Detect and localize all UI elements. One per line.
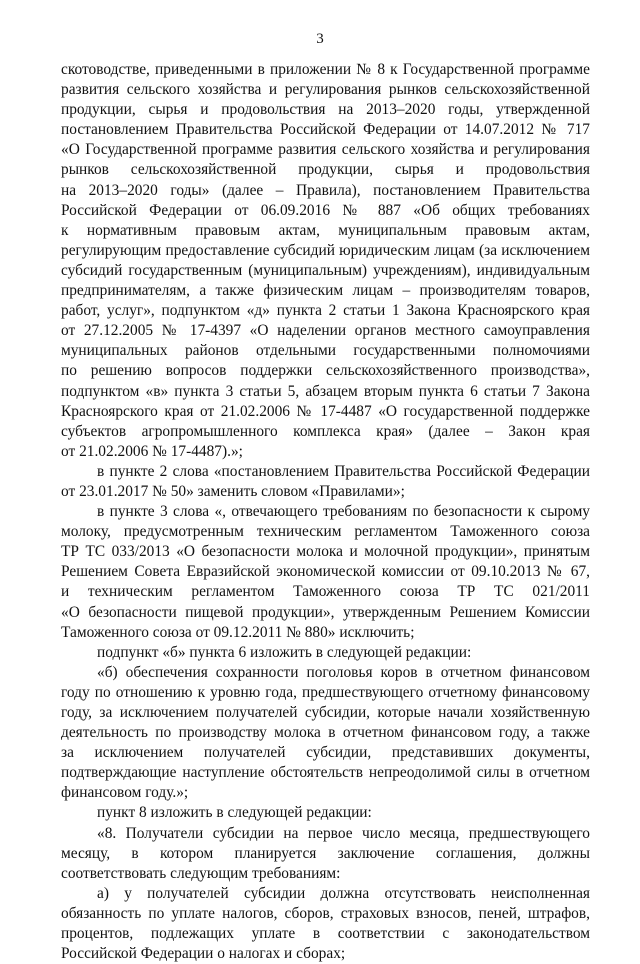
text-line: продукции, сырья и продовольствия на 2013–2020 годы, утвержденной	[61, 101, 590, 119]
text-line: молоку, предусмотренным техническим регламентом Таможенного союза	[61, 523, 590, 541]
text-line: ТР ТС 033/2013 «О безопасности молока и молочной продукции», принятым	[61, 543, 590, 561]
text-line: году по отношению к уровню года, предшествующего отчетному финансовому	[61, 683, 590, 701]
text-line: «8. Получатели субсидии на первое число месяца, предшествующего	[97, 824, 590, 842]
text-line: месяцу, в котором планируется заключение соглашения, должны	[61, 844, 590, 862]
text-line: по решению вопросов поддержки сельскохозяйственного производства»,	[61, 362, 590, 380]
text-line: подпункт «б» пункта 6 изложить в следующей редакции:	[97, 643, 472, 661]
text-line: рынков сельскохозяйственной продукции, сырья и продовольствия	[61, 161, 590, 179]
text-line: обязанность по уплате налогов, сборов, страховых взносов, пеней, штрафов,	[61, 904, 590, 922]
text-line: в пункте 3 слова «, отвечающего требованиям по безопасности к сырому	[97, 503, 590, 521]
text-line: работ, услуг», подпунктом «д» пункта 2 статьи 1 Закона Красноярского края	[61, 302, 590, 320]
text-line: Российской Федерации от 06.09.2016 № 887 «Об общих требованиях	[61, 201, 590, 219]
text-line: Красноярского края от 21.02.2006 № 17-4487 «О государственной поддержке	[61, 402, 590, 420]
text-line: за исключением получателей субсидии, представивших документы,	[61, 744, 590, 762]
text-line: Решением Совета Евразийской экономической комиссии от 09.10.2013 № 67,	[61, 563, 590, 581]
text-line: к нормативным правовым актам, муниципальным правовым актам,	[61, 221, 590, 239]
text-line: регулирующим предоставление субсидий юридическим лицам (за исключением	[61, 241, 590, 259]
text-line: от 23.01.2017 № 50» заменить словом «Правилами»;	[61, 482, 405, 500]
text-line: развития сельского хозяйства и регулирования рынков сельскохозяйственной	[61, 81, 590, 99]
text-line: Российской Федерации о налогах и сборах;	[61, 945, 346, 963]
text-line: скотоводстве, приведенными в приложении № 8 к Государственной программе	[61, 61, 590, 78]
text-line: процентов, подлежащих уплате в соответствии с законодательством	[61, 925, 590, 943]
text-line: соответствовать следующим требованиям:	[61, 864, 341, 882]
text-line: на 2013–2020 годы» (далее – Правила), постановлением Правительства	[61, 181, 590, 199]
text-line: «О Государственной программе развития сельского хозяйства и регулирования	[61, 141, 590, 159]
text-line: муниципальных районов отдельными государственными полномочиями	[61, 342, 590, 360]
text-line: и техническим регламентом Таможенного союза ТР ТС 021/2011	[61, 583, 590, 601]
text-line: году, за исключением получателей субсидии, которые начали хозяйственную	[61, 704, 590, 721]
text-line: субъектов агропромышленного комплекса края» (далее – Закон края	[61, 422, 590, 440]
text-line: субсидий государственным (муниципальным) учреждениям), индивидуальным	[61, 261, 590, 279]
text-line: подтверждающие наступление обстоятельств непреодолимой силы в отчетном	[61, 764, 590, 782]
text-line: от 27.12.2005 № 17-4397 «О наделении органов местного самоуправления	[61, 322, 590, 340]
text-line: «б) обеспечения сохранности поголовья коров в отчетном финансовом	[97, 663, 590, 681]
text-line: от 21.02.2006 № 17-4487).»;	[61, 442, 243, 460]
text-line: Таможенного союза от 09.12.2011 № 880» исключить;	[61, 623, 415, 641]
text-line: а) у получателей субсидии должна отсутствовать неисполненная	[97, 884, 590, 902]
text-line: финансовом году.»;	[61, 784, 189, 802]
text-line: пункт 8 изложить в следующей редакции:	[97, 804, 372, 822]
document-body	[61, 60, 590, 964]
text-line: постановлением Правительства Российской Федерации от 14.07.2012 № 717	[61, 121, 590, 139]
text-line: «О безопасности пищевой продукции», утвержденным Решением Комиссии	[61, 603, 590, 621]
text-line: подпунктом «в» пункта 3 статьи 5, абзацем вторым пункта 6 статьи 7 Закона	[61, 382, 590, 400]
text-line: предпринимателям, а также физическим лицам – производителям товаров,	[61, 282, 590, 300]
text-line: деятельность по производству молока в отчетном финансовом году, а также	[61, 724, 590, 742]
text-line: в пункте 2 слова «постановлением Правительства Российской Федерации	[97, 462, 590, 480]
page-number: 3	[316, 31, 324, 47]
